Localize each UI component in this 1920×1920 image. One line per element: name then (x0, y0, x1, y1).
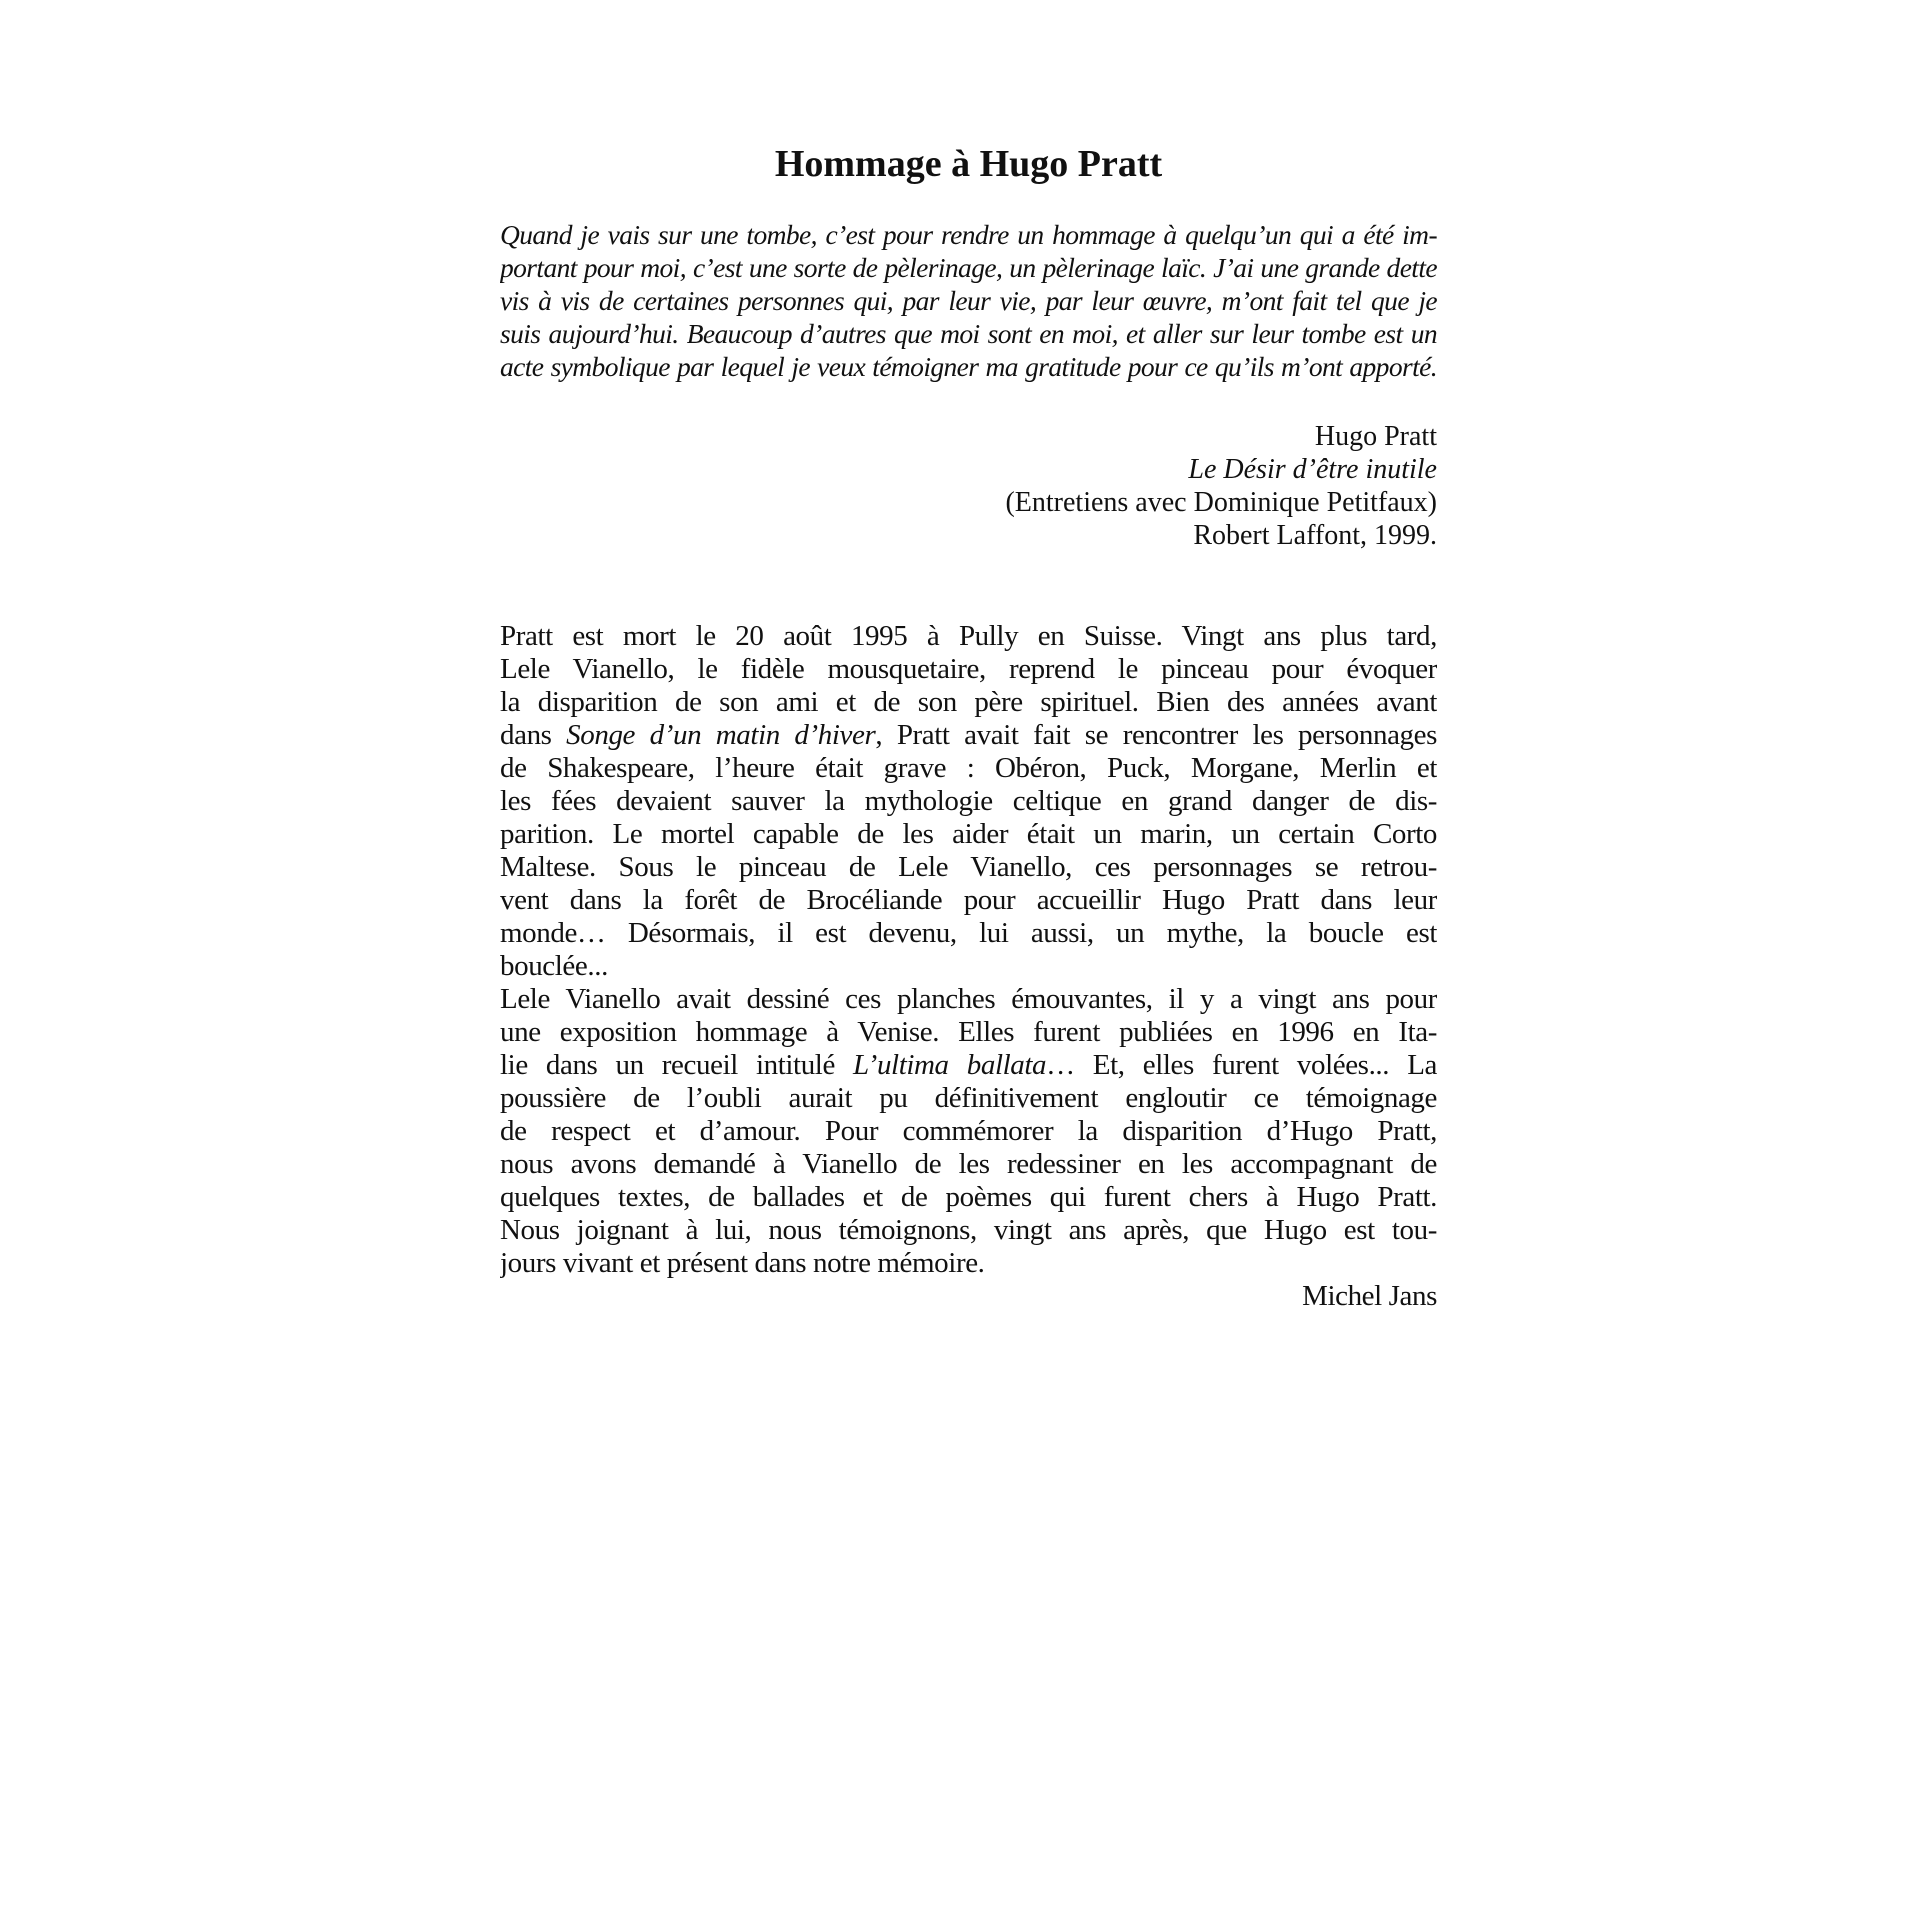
page-title: Hommage à Hugo Pratt (774, 143, 1163, 185)
author-signature: Michel Jans (1302, 1280, 1437, 1312)
body-line: Lele Vianello avait dessiné ces planches émouvantes, il y a vingt ans pour (500, 983, 1437, 1015)
body-line (500, 1049, 1437, 1082)
body-line: poussière de l’oubli aurait pu définitivement engloutir ce témoignage (500, 1082, 1437, 1114)
body-line: nous avons demandé à Vianello de les redessiner en les accompagnant de (500, 1148, 1437, 1180)
epigraph-line: Quand je vais sur une tombe, c’est pour rendre un hommage à quelqu’un qui a été im- (500, 219, 1437, 250)
epigraph-line: portant pour moi, c’est une sorte de pèlerinage, un pèlerinage laïc. J’ai une grande dette (500, 252, 1437, 283)
body-line: parition. Le mortel capable de les aider était un marin, un certain Corto (500, 818, 1437, 850)
body-line: Nous joignant à lui, nous témoignons, vingt ans après, que Hugo est tou- (500, 1214, 1437, 1246)
body-text (500, 620, 1437, 1313)
epigraph-line: acte symbolique par lequel je veux témoigner ma gratitude pour ce qu’ils m’ont apporté. (500, 351, 1437, 382)
body-line: de Shakespeare, l’heure était grave : Obéron, Puck, Morgane, Merlin et (500, 752, 1437, 784)
body-line: la disparition de son ami et de son père spirituel. Bien des années avant (500, 686, 1437, 718)
body-line: les fées devaient sauver la mythologie celtique en grand danger de dis- (500, 785, 1437, 817)
body-line: quelques textes, de ballades et de poèmes qui furent chers à Hugo Pratt. (500, 1181, 1437, 1213)
body-line: bouclée... (500, 950, 608, 982)
body-line: Pratt est mort le 20 août 1995 à Pully en Suisse. Vingt ans plus tard, (500, 620, 1437, 652)
body-line: Lele Vianello, le fidèle mousquetaire, reprend le pinceau pour évoquer (500, 653, 1437, 685)
body-line: de respect et d’amour. Pour commémorer la disparition d’Hugo Pratt, (500, 1115, 1437, 1147)
epigraph-quote (500, 218, 1437, 383)
body-text-span: dans (500, 719, 567, 751)
attribution-book-title: Le Désir d’être inutile (1188, 454, 1437, 485)
work-title-ultima-ballata: L’ultima ballata (853, 1049, 1047, 1081)
quote-attribution (500, 420, 1437, 552)
body-text-span: lie dans un recueil intitulé (500, 1049, 854, 1081)
body-line: Maltese. Sous le pinceau de Lele Vianello, ces personnages se retrou- (500, 851, 1437, 883)
attribution-author: Hugo Pratt (1314, 421, 1437, 452)
work-title-songe: Songe d’un matin d’hiver (566, 719, 876, 751)
body-line: une exposition hommage à Venise. Elles furent publiées en 1996 en Ita- (500, 1016, 1437, 1048)
body-line: vent dans la forêt de Brocéliande pour accueillir Hugo Pratt dans leur (500, 884, 1437, 916)
body-text-span: , Pratt avait fait se rencontrer les personnages (875, 719, 1437, 751)
body-line: jours vivant et présent dans notre mémoire. (500, 1247, 985, 1279)
body-line: monde… Désormais, il est devenu, lui aussi, un mythe, la boucle est (500, 917, 1437, 949)
epigraph-line: vis à vis de certaines personnes qui, par leur vie, par leur œuvre, m’ont fait tel que je (500, 285, 1437, 316)
epigraph-line: suis aujourd’hui. Beaucoup d’autres que moi sont en moi, et aller sur leur tombe est un (500, 318, 1437, 349)
body-line (500, 719, 1437, 752)
attribution-publisher: Robert Laffont, 1999. (1193, 520, 1437, 551)
attribution-subtitle: (Entretiens avec Dominique Petitfaux) (1005, 487, 1437, 518)
body-text-span: … Et, elles furent volées... La (1046, 1049, 1437, 1081)
